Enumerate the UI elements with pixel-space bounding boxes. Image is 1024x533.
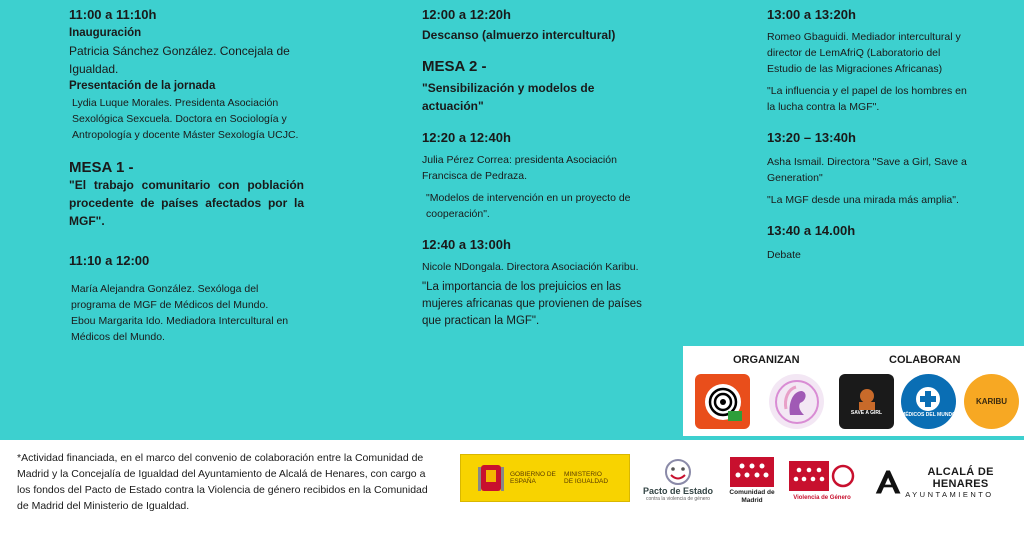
program-column-1: [69, 6, 304, 345]
gobierno-text: GOBIERNO DE ESPAÑA: [510, 471, 556, 485]
organizer-logo-1: [695, 374, 750, 429]
speaker-text: Nicole NDongala. Directora Asociación Karibu.: [422, 261, 639, 273]
figure-icon: [852, 388, 882, 410]
sponsors-box: [683, 346, 1024, 436]
time-slot: 12:20 a 12:40h: [422, 130, 511, 145]
panel-title: "El trabajo comunitario con población procedente de países afectados por la MGF".: [69, 178, 304, 228]
pacto-estado-logo: [640, 450, 716, 510]
colaboran-label: COLABORAN: [889, 354, 961, 366]
ayuntamiento-text: AYUNTAMIENTO: [905, 489, 994, 499]
pacto-text: Pacto de Estado: [642, 486, 714, 496]
panel-title: "Sensibilización y modelos de actuación": [422, 81, 595, 113]
time-slot: 12:40 a 13:00h: [422, 237, 511, 252]
funding-note: *Actividad financiada, en el marco del convenio de colaboración entre la Comunidad de Madrid y la Concejalía de Igualdad del Ayuntamiento de Alcalá de Henares, con cargo a los fondos del Pacto de Estado contra la Violencia de género recibidos en la Comunidad de Madrid del Ministerio de Igualdad.: [17, 452, 428, 512]
program-column-3: [767, 6, 982, 263]
save-a-girl-text: SAVE A GIRL: [850, 409, 883, 416]
speaker-text: Julia Pérez Correa: presidenta Asociación Francisca de Pedraza.: [422, 154, 617, 182]
stars-flag-icon: [730, 457, 774, 487]
talk-title: "Modelos de intervención en un proyecto de cooperación".: [426, 192, 631, 220]
stars-flag-icon: [789, 461, 855, 491]
cross-icon: [915, 386, 941, 412]
speaker-text: Lydia Luque Morales. Presidenta Asociación Sexológica Sexcuela. Doctora en Sociología y Antropología y docente Máster Sexología UCJC.: [72, 97, 299, 141]
a-monogram-icon: [874, 467, 902, 497]
footer: [0, 440, 1024, 533]
panel-heading: MESA 1 -: [69, 159, 134, 176]
alcala-text: ALCALÁ DE HENARES: [927, 465, 994, 490]
coat-of-arms-icon: [478, 461, 504, 495]
woman-profile-icon: [774, 379, 820, 425]
alcala-logo: [874, 462, 1016, 502]
organizer-logo-2: [769, 374, 824, 429]
program-column-2: [422, 6, 657, 330]
karibu-logo: [964, 374, 1019, 429]
save-a-girl-logo: [839, 374, 894, 429]
spiral-icon: [702, 381, 744, 423]
observatorio-logo: [787, 450, 857, 512]
session-title: Debate: [767, 249, 801, 261]
session-title: Inauguración: [69, 27, 142, 39]
medicos-del-mundo-logo: [901, 374, 956, 429]
time-slot: 13:00 a 13:20h: [767, 7, 856, 22]
session-title: Descanso (almuerzo intercultural): [422, 28, 616, 42]
organizan-label: ORGANIZAN: [733, 354, 800, 366]
speaker-text: Asha Ismail. Directora "Save a Girl, Save a Generation": [767, 156, 967, 184]
comunidad-text: Comunidad de Madrid: [729, 489, 775, 504]
time-slot: 11:00 a 11:10h: [69, 7, 157, 22]
time-slot: 12:00 a 12:20h: [422, 7, 511, 22]
session-title: Presentación de la jornada: [69, 80, 216, 92]
time-slot: 13:40 a 14.00h: [767, 223, 856, 238]
observatorio-text: Violencia de Género: [793, 495, 851, 501]
talk-title: "La influencia y el papel de los hombres en la lucha contra la MGF".: [767, 85, 967, 113]
ministerio-text: MINISTERIO DE IGUALDAD: [564, 471, 609, 485]
time-slot: 13:20 – 13:40h: [767, 130, 856, 145]
medicos-text: MÉDICOS DEL MUNDO: [901, 411, 956, 418]
ministerio-logo: [460, 454, 630, 502]
speaker-text: Ebou Margarita Ido. Mediadora Intercultural en Médicos del Mundo.: [71, 315, 289, 343]
talk-title: "La importancia de los prejuicios en las mujeres africanas que provienen de países que practican la MGF".: [422, 281, 642, 327]
panel-heading: MESA 2 -: [422, 58, 487, 75]
comunidad-madrid-logo: [728, 450, 776, 512]
speaker-text: Romeo Gbaguidi. Mediador intercultural y director de LemAfriQ (Laboratorio del Estudio de las Migraciones Africanas): [767, 31, 961, 75]
smile-icon: [661, 458, 695, 486]
time-slot: 11:10 a 12:00: [69, 253, 150, 268]
speaker-text: Patricia Sánchez González. Concejala de Igualdad.: [69, 44, 290, 76]
pacto-sub-text: contra la violencia de género: [646, 496, 710, 502]
speaker-text: María Alejandra González. Sexóloga del programa de MGF de Médicos del Mundo.: [71, 283, 269, 311]
karibu-text: KARIBU: [975, 397, 1008, 406]
talk-title: "La MGF desde una mirada más amplia".: [767, 194, 959, 206]
